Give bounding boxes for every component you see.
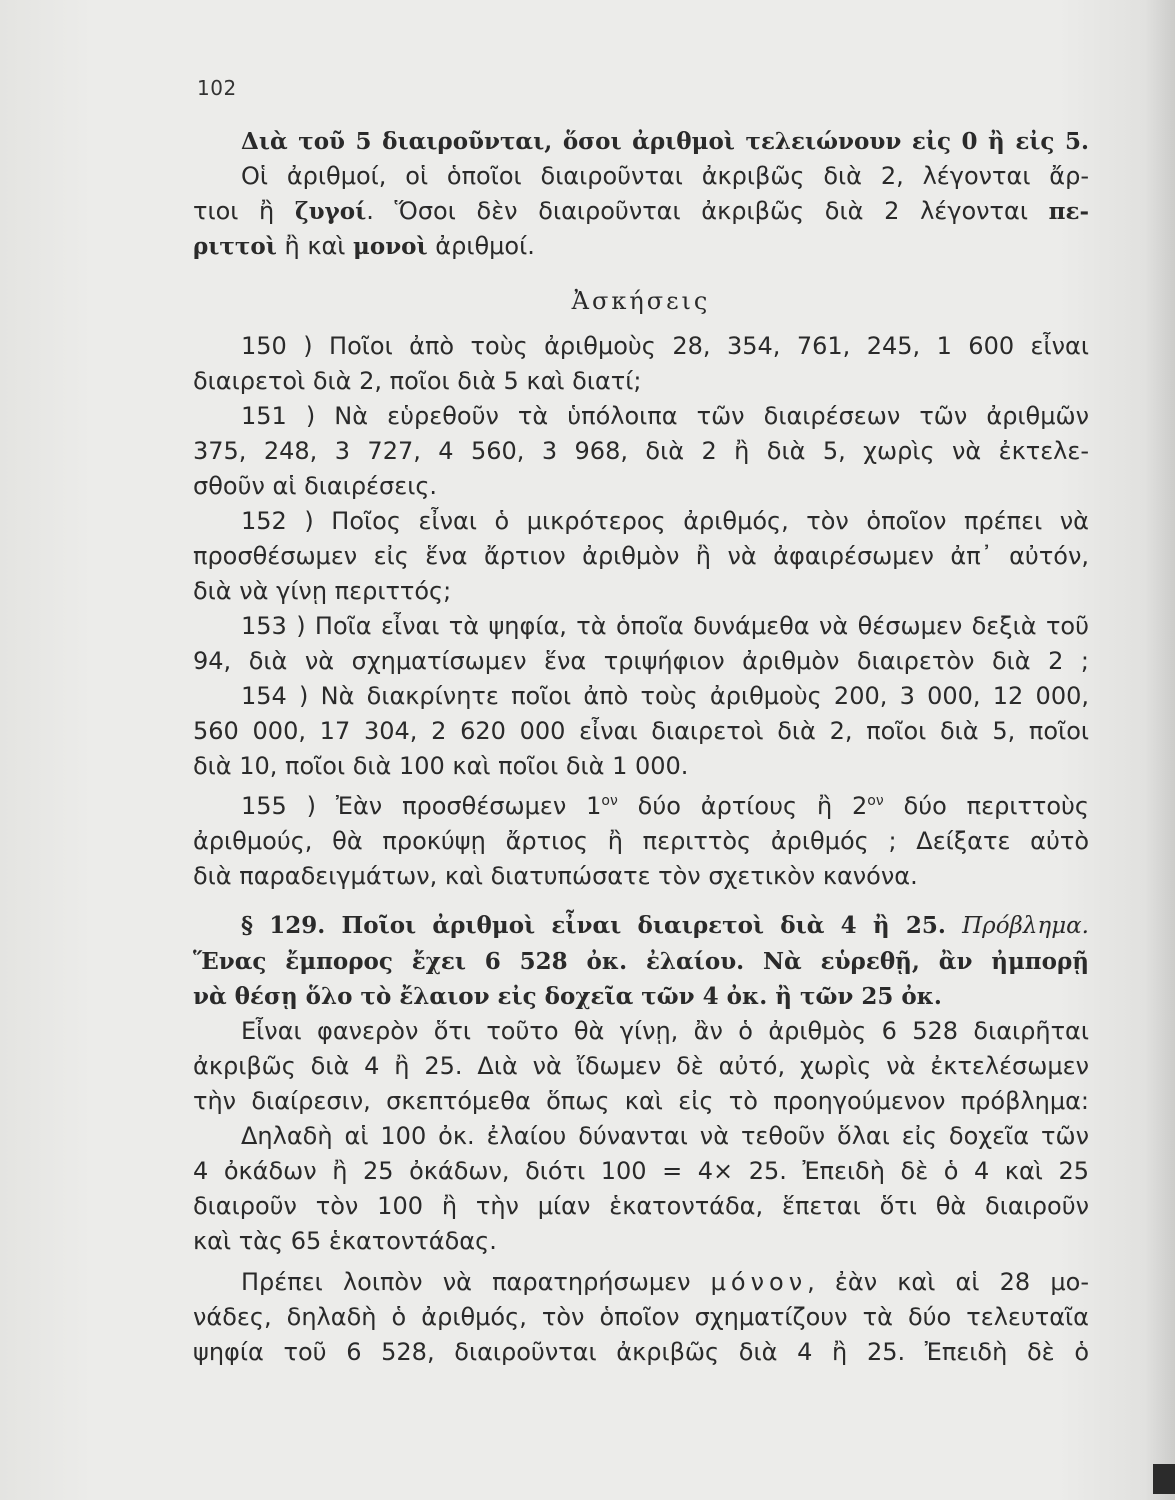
intro-text: τιοι ἢ [193,197,295,225]
section-title-text: § 129. Ποῖοι ἀριθμοὶ εἶναι διαιρετοὶ διὰ 4 ἢ 25. [241,912,963,939]
intro-text: . Ὅσοι δὲν διαιροῦνται ἀκριβῶς διὰ 2 λέγονται [366,197,1049,225]
spacer [193,894,1089,908]
exercise-151-line-3: σθοῦν αἱ διαιρέσεις. [193,472,438,500]
term-perittoi-start: πε- [1048,198,1090,225]
exercise-155-line-2: ἀριθμούς, θὰ προκύψῃ ἄρτιος ἢ περιττὸς ἀριθμός ; Δείξατε αὐτὸ [193,827,1089,855]
exercise-151-line-1: 151 ) Νὰ εὑρεθοῦν τὰ ὑπόλοιπα τῶν διαιρέσεων τῶν ἀριθμῶν [241,402,1089,430]
problem-label: Πρόβλημα. [962,913,1089,939]
exercise-154-line-1: 154 ) Νὰ διακρίνητε ποῖοι ἀπὸ τοὺς ἀριθμοὺς 200, 3 000, 12 000, [241,682,1089,710]
paragraph-2-line-2: 4 ὀκάδων ἢ 25 ὀκάδων, διότι 100 = 4× 25. Ἐπειδὴ δὲ ὁ 4 καὶ 25 [193,1157,1089,1185]
term-perittoi-end: ριττοὶ [193,233,277,260]
exercise-153-line-1: 153 ) Ποῖα εἶναι τὰ ψηφία, τὰ ὁποῖα δυνάμεθα νὰ θέσωμεν δεξιὰ τοῦ [241,612,1089,640]
paragraph-3-line-3: ψηφία τοῦ 6 528, διαιροῦνται ἀκριβῶς διὰ 4 ἢ 25. Ἐπειδὴ δὲ ὁ [193,1338,1089,1366]
paragraph-1-line-1: Εἶναι φανερὸν ὅτι τοῦτο θὰ γίνῃ, ἂν ὁ ἀριθμὸς 6 528 διαιρῆται [241,1017,1089,1045]
exercise-text: δύο περιττοὺς [883,792,1090,820]
exercise-150-line-2: διαιρετοὶ διὰ 2, ποῖοι διὰ 5 καὶ διατί; [193,367,642,395]
exercise-text: 155 ) Ἐὰν προσθέσωμεν 1 [241,792,602,820]
paragraph-2-line-1: Δηλαδὴ αἱ 100 ὀκ. ἐλαίου δύνανται νὰ τεθοῦν ὅλαι εἰς δοχεῖα τῶν [241,1122,1089,1150]
exercise-151-line-2: 375, 248, 3 727, 4 560, 3 968, διὰ 2 ἢ διὰ 5, χωρὶς νὰ ἐκτελε- [193,437,1089,465]
problem-statement-line-1: Ἕνας ἔμπορος ἔχει 6 528 ὀκ. ἐλαίου. Νὰ εὑρεθῇ, ἂν ἠμπορῇ [193,948,1089,975]
intro-line-3 [193,194,1089,229]
exercise-text: δύο ἀρτίους ἢ 2 [617,792,868,820]
paragraph-2-line-4: καὶ τὰς 65 ἑκατοντάδας. [193,1227,497,1255]
exercises-heading: Ἀσκήσεις [571,287,711,315]
intro-line-2: Οἱ ἀριθμοί, οἱ ὁποῖοι διαιροῦνται ἀκριβῶς διὰ 2, λέγονται ἄρ- [241,162,1089,190]
paragraph-text: Πρέπει λοιπὸν νὰ παρατηρήσωμεν [241,1268,711,1296]
paragraph-text: , ἐὰν καὶ αἱ 28 μο- [807,1268,1089,1296]
exercise-155-line-3: διὰ παραδειγμάτων, καὶ διατυπώσατε τὸν σχετικὸν κανόνα. [193,862,918,890]
paragraph-2-line-3: διαιροῦν τὸν 100 ἢ τὴν μίαν ἑκατοντάδα, ἕπεται ὅτι θὰ διαιροῦν [193,1192,1089,1220]
term-zygoi: ζυγοί [294,198,367,225]
exercise-152-line-1: 152 ) Ποῖος εἶναι ὁ μικρότερος ἀριθμός, τὸν ὁποῖον πρέπει νὰ [241,507,1089,535]
exercise-155-line-1 [193,784,1089,824]
intro-line-4 [193,229,1089,264]
page-edge-shadow [1145,0,1175,1500]
page-number: 102 [197,76,237,100]
section-129-title [193,908,1089,944]
exercise-154-line-3: διὰ 10, ποῖοι διὰ 100 καὶ ποῖοι διὰ 1 000. [193,752,689,780]
paragraph-3-line-2: νάδες, δηλαδὴ ὁ ἀριθμός, τὸν ὁποῖον σχηματίζουν τὰ δύο τελευταῖα [193,1303,1089,1331]
intro-text: ἢ καὶ [276,232,354,260]
exercise-152-line-2: προσθέσωμεν εἰς ἕνα ἄρτιον ἀριθμὸν ἢ νὰ ἀφαιρέσωμεν ἀπ᾽ αὐτόν, [193,542,1089,570]
paragraph-3-line-1 [193,1265,1089,1300]
scan-corner-mark [1153,1464,1175,1494]
rule-divisibility-5: Διὰ τοῦ 5 διαιροῦνται, ὅσοι ἀριθμοὶ τελειώνουν εἰς 0 ἢ εἰς 5. [241,128,1089,155]
intro-text: ἀριθμοί. [427,232,535,260]
problem-statement-line-2: νὰ θέσῃ ὅλο τὸ ἔλαιον εἰς δοχεῖα τῶν 4 ὀκ. ἢ τῶν 25 ὀκ. [193,983,942,1010]
superscript: ον [601,793,618,809]
exercise-154-line-2: 560 000, 17 304, 2 620 000 εἶναι διαιρετοὶ διὰ 2, ποῖοι διὰ 5, ποῖοι [193,717,1089,745]
superscript: ον [867,793,884,809]
paragraph-1-line-3: τὴν διαίρεσιν, σκεπτόμεθα ὅπως καὶ εἰς τὸ προηγούμενον πρόβλημα: [193,1087,1089,1115]
exercise-150-line-1: 150 ) Ποῖοι ἀπὸ τοὺς ἀριθμοὺς 28, 354, 761, 245, 1 600 εἶναι [241,332,1089,360]
page-content [193,124,1089,1370]
term-monoi: μονοὶ [353,233,428,260]
paragraph-1-line-2: ἀκριβῶς διὰ 4 ἢ 25. Διὰ νὰ ἴδωμεν δὲ αὐτό, χωρὶς νὰ ἐκτελέσωμεν [193,1052,1089,1080]
exercise-153-line-2: 94, διὰ νὰ σχηματίσωμεν ἕνα τριψήφιον ἀριθμὸν διαιρετὸν διὰ 2 ; [193,647,1089,675]
emphasis-monon: μόνον [710,1268,808,1296]
exercise-152-line-3: διὰ νὰ γίνῃ περιττός; [193,577,452,605]
